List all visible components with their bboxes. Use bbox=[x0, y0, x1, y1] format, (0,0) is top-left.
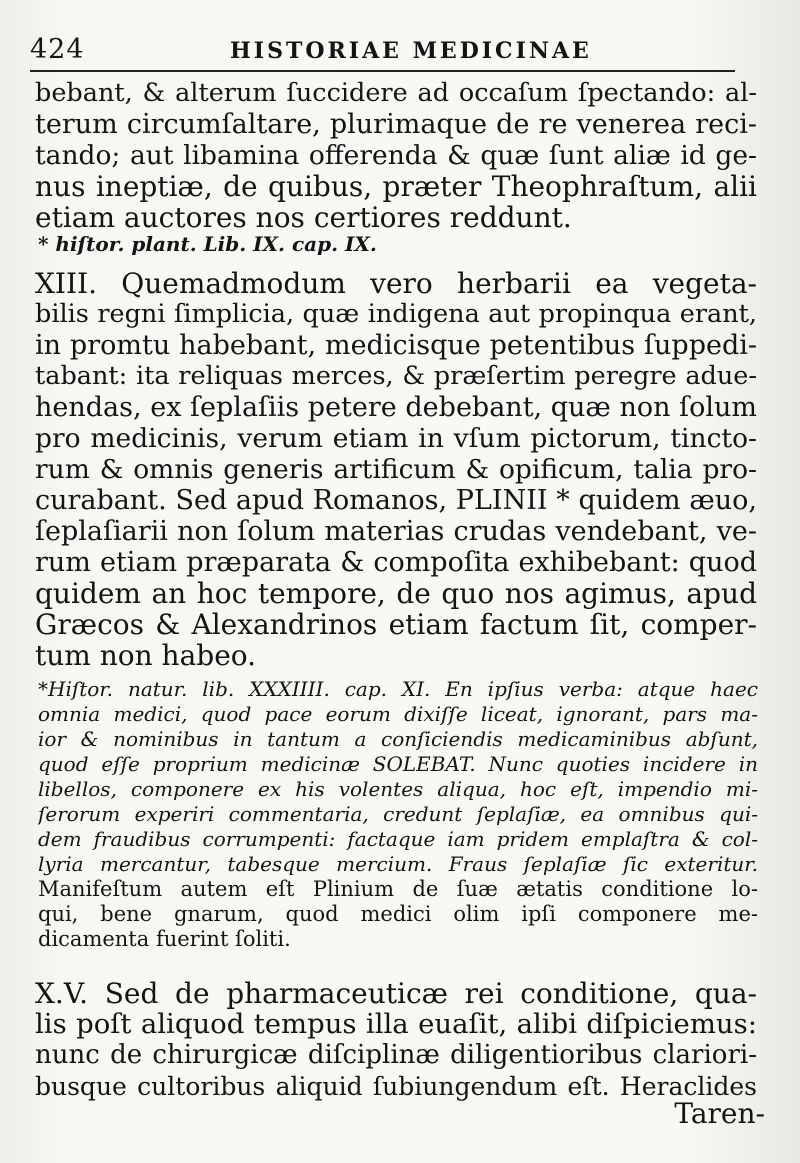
text-line: rum etiam præparata & compoſita exhibebant: quod bbox=[35, 547, 757, 578]
footnote-line: quod eſſe proprium medicinæ SOLEBAT. Nunc quoties incidere in bbox=[38, 752, 758, 776]
footnote-line: Manifeſtum autem eſt Plinium de ſuæ ætatis conditione lo- bbox=[38, 877, 758, 901]
text-line: ſeplaſiarii non ſolum materias crudas vendebant, ve- bbox=[35, 516, 757, 547]
text-line: etiam auctores nos certiores reddunt. bbox=[35, 202, 572, 233]
paragraph-1 bbox=[35, 78, 757, 233]
text-line: nus ineptiæ, de quibus, præter Theophraſtum, alii bbox=[35, 171, 757, 202]
footnote-line: *Hiſtor. natur. lib. XXXIIII. cap. XI. En ipſius verba: atque haec bbox=[38, 677, 758, 701]
text-line: quidem an hoc tempore, de quo nos agimus, apud bbox=[35, 578, 757, 609]
footnote-line: * hiſtor. plant. Lib. IX. cap. IX. bbox=[38, 232, 377, 256]
page-header bbox=[30, 34, 730, 68]
catchword: Taren- bbox=[674, 1097, 765, 1130]
text-line: lis poſt aliquod tempus illa euaſit, alibi diſpiciemus: bbox=[35, 1009, 757, 1040]
footnote-line: omnia medici, quod pace eorum dixiſſe liceat, ignorant, pars ma- bbox=[38, 702, 758, 726]
header-rule bbox=[30, 70, 735, 72]
text-line: hendas, ex ſeplaſiis petere debebant, quæ non ſolum bbox=[35, 392, 757, 423]
footnote-line: lyria mercantur, tabesque mercium. Fraus ſeplaſiæ ſic exteritur. bbox=[38, 852, 758, 876]
footnote-line: dem fraudibus corrumpenti: factaque iam pridem emplaſtra & col- bbox=[38, 827, 758, 851]
text-line: curabant. Sed apud Romanos, PLINII * quidem æuo, bbox=[35, 485, 757, 516]
text-line: tum non habeo. bbox=[35, 640, 257, 671]
footnote-line: libellos, componere ex his volentes aliqua, hoc eſt, impendio mi- bbox=[38, 777, 758, 801]
text-line: in promtu habebant, medicisque petentibus ſuppedi- bbox=[35, 330, 757, 361]
footnote-2 bbox=[38, 677, 758, 952]
footnote-1 bbox=[38, 232, 760, 257]
footnote-line: ſerorum experiri commentaria, credunt ſeplaſiæ, ea omnibus qui- bbox=[38, 802, 758, 826]
text-line: bilis regni ſimplicia, quæ indigena aut propinqua erant, bbox=[35, 299, 757, 329]
footnote-line: ior & nominibus in tantum a conſiciendis medicaminibus abſunt, bbox=[38, 727, 758, 751]
text-line: tabant: ita reliquas merces, & præſertim peregre adue- bbox=[35, 361, 757, 391]
text-line: busque cultoribus aliquid ſubiungendum eſt. Heraclides bbox=[35, 1072, 757, 1101]
text-line: Græcos & Alexandrinos etiam factum ſit, comper- bbox=[35, 609, 757, 640]
text-line: nunc de chirurgicæ diſciplinæ diligentioribus clariori- bbox=[35, 1040, 757, 1070]
text-line: pro medicinis, verum etiam in vſum pictorum, tincto- bbox=[35, 423, 757, 454]
footnote-line: qui, bene gnarum, quod medici olim ipſi componere me- bbox=[38, 902, 758, 926]
text-line: rum & omnis generis artificum & opificum, talia pro- bbox=[35, 454, 757, 485]
paragraph-3 bbox=[35, 978, 757, 1102]
paragraph-2 bbox=[35, 268, 757, 671]
text-line: terum circumſaltare, plurimaque de re venerea reci- bbox=[35, 109, 757, 140]
text-line: bebant, & alterum ſuccidere ad occaſum ſpectando: al- bbox=[35, 78, 757, 108]
footnote-line: dicamenta fuerint ſoliti. bbox=[38, 927, 291, 951]
page-number: 424 bbox=[30, 34, 85, 65]
running-title: HISTORIAE MEDICINAE bbox=[230, 38, 592, 64]
text-line: X.V. Sed de pharmaceuticæ rei conditione, qua- bbox=[35, 978, 757, 1009]
text-line: XIII. Quemadmodum vero herbarii ea vegeta- bbox=[35, 268, 757, 299]
text-line: tando; aut libamina offerenda & quæ ſunt aliæ id ge- bbox=[35, 140, 757, 171]
